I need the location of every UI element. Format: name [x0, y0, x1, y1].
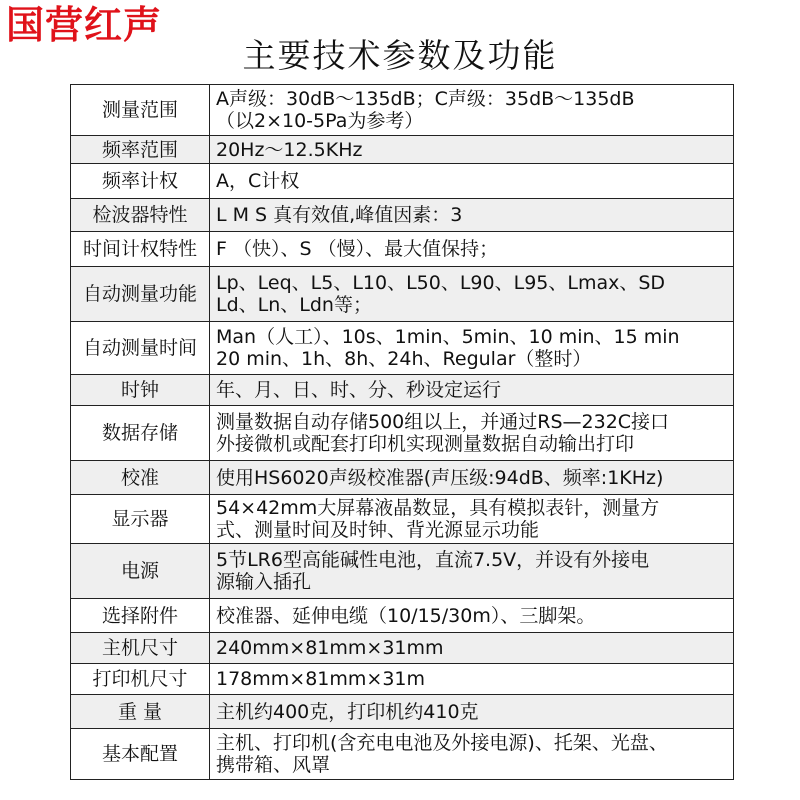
spec-value: [210, 695, 734, 729]
spec-value-line: 5节LR6型高能碱性电池，直流7.5V，并设有外接电: [216, 549, 650, 571]
spec-value: [210, 136, 734, 164]
spec-value-line: Man（人工）、10s、1min、5min、10 min、15 min: [216, 326, 680, 348]
spec-value: [210, 633, 734, 664]
spec-table: [70, 84, 734, 780]
spec-value-line: 240mm×81mm×31mm: [216, 637, 444, 659]
spec-value-line: L M S 真有效值,峰值因素：3: [216, 204, 463, 226]
spec-row: [71, 199, 734, 232]
spec-row: [71, 375, 734, 406]
spec-row: [71, 322, 734, 375]
spec-value-line: 源输入插孔: [216, 571, 312, 593]
spec-value-line: 校准器、延伸电缆（10/15/30m）、三脚架。: [216, 604, 596, 627]
brand-logo-text: 国营红声: [6, 3, 163, 47]
spec-label: 显示器: [71, 495, 210, 544]
spec-label: 时间计权特性: [71, 232, 210, 267]
spec-value: [210, 322, 734, 375]
spec-row: [71, 495, 734, 544]
spec-row: [71, 664, 734, 695]
spec-value-line: 20 min、1h、8h、24h、Regular（整时）: [216, 348, 592, 370]
spec-label: 打印机尺寸: [71, 664, 210, 695]
spec-value-line: 20Hz～12.5KHz: [216, 138, 363, 161]
spec-row: [71, 544, 734, 599]
spec-value: [210, 85, 734, 136]
spec-label: 电源: [71, 544, 210, 599]
spec-value-line: 外接微机或配套打印机实现测量数据自动输出打印: [216, 433, 635, 455]
spec-row: [71, 695, 734, 729]
spec-label: 基本配置: [71, 729, 210, 780]
spec-value: [210, 544, 734, 599]
spec-value-line: Ld、Ln、Ldn等；: [216, 294, 372, 316]
spec-label: 数据存储: [71, 406, 210, 461]
spec-value-line: 主机、打印机(含充电电池及外接电源)、托架、光盘、: [216, 732, 668, 754]
spec-value: [210, 664, 734, 695]
spec-value-line: 54×42mm大屏幕液晶数显，具有模拟表针，测量方: [216, 497, 660, 519]
spec-label: 校准: [71, 461, 210, 495]
spec-value: [210, 729, 734, 780]
spec-label: 重 量: [71, 695, 210, 729]
spec-value: [210, 599, 734, 633]
spec-row: [71, 599, 734, 633]
spec-value-line: 测量数据自动存储500组以上，并通过RS—232C接口: [216, 411, 670, 433]
page-title: 主要技术参数及功能: [242, 36, 558, 75]
spec-value-line: A声级：30dB～135dB；C声级：35dB～135dB: [216, 88, 635, 110]
spec-value: [210, 232, 734, 267]
spec-label: 频率范围: [71, 136, 210, 164]
spec-label: 时钟: [71, 375, 210, 406]
spec-value-line: 178mm×81mm×31m: [216, 668, 425, 690]
spec-value-line: Lp、Leq、L5、L10、L50、L90、L95、Lmax、SD: [216, 272, 666, 294]
spec-row: [71, 406, 734, 461]
spec-value: [210, 267, 734, 322]
spec-row: [71, 136, 734, 164]
spec-value-line: 年、月、日、时、分、秒设定运行: [216, 379, 502, 401]
spec-value-line: 携带箱、风罩: [216, 754, 331, 776]
spec-row: [71, 232, 734, 267]
spec-row: [71, 164, 734, 199]
spec-label: 自动测量时间: [71, 322, 210, 375]
spec-row: [71, 85, 734, 136]
spec-value: [210, 199, 734, 232]
spec-value-line: （以2×10-5Pa为参考）: [216, 110, 424, 132]
spec-value: [210, 406, 734, 461]
spec-label: 检波器特性: [71, 199, 210, 232]
spec-value: [210, 164, 734, 199]
spec-value: [210, 495, 734, 544]
spec-row: [71, 461, 734, 495]
spec-label: 选择附件: [71, 599, 210, 633]
spec-value-line: 主机约400克，打印机约410克: [216, 700, 479, 723]
spec-label: 频率计权: [71, 164, 210, 199]
spec-row: [71, 729, 734, 780]
spec-value-line: 式、测量时间及时钟、背光源显示功能: [216, 519, 540, 541]
spec-label: 主机尺寸: [71, 633, 210, 664]
spec-row: [71, 267, 734, 322]
spec-label: 测量范围: [71, 85, 210, 136]
spec-row: [71, 633, 734, 664]
spec-value: [210, 461, 734, 495]
spec-value-line: A，C计权: [216, 170, 300, 192]
spec-value-line: F （快）、S （慢）、最大值保持；: [216, 238, 499, 260]
spec-label: 自动测量功能: [71, 267, 210, 322]
spec-value-line: 使用HS6020声级校准器(声压级:94dB、频率:1KHz): [216, 466, 664, 489]
spec-value: [210, 375, 734, 406]
